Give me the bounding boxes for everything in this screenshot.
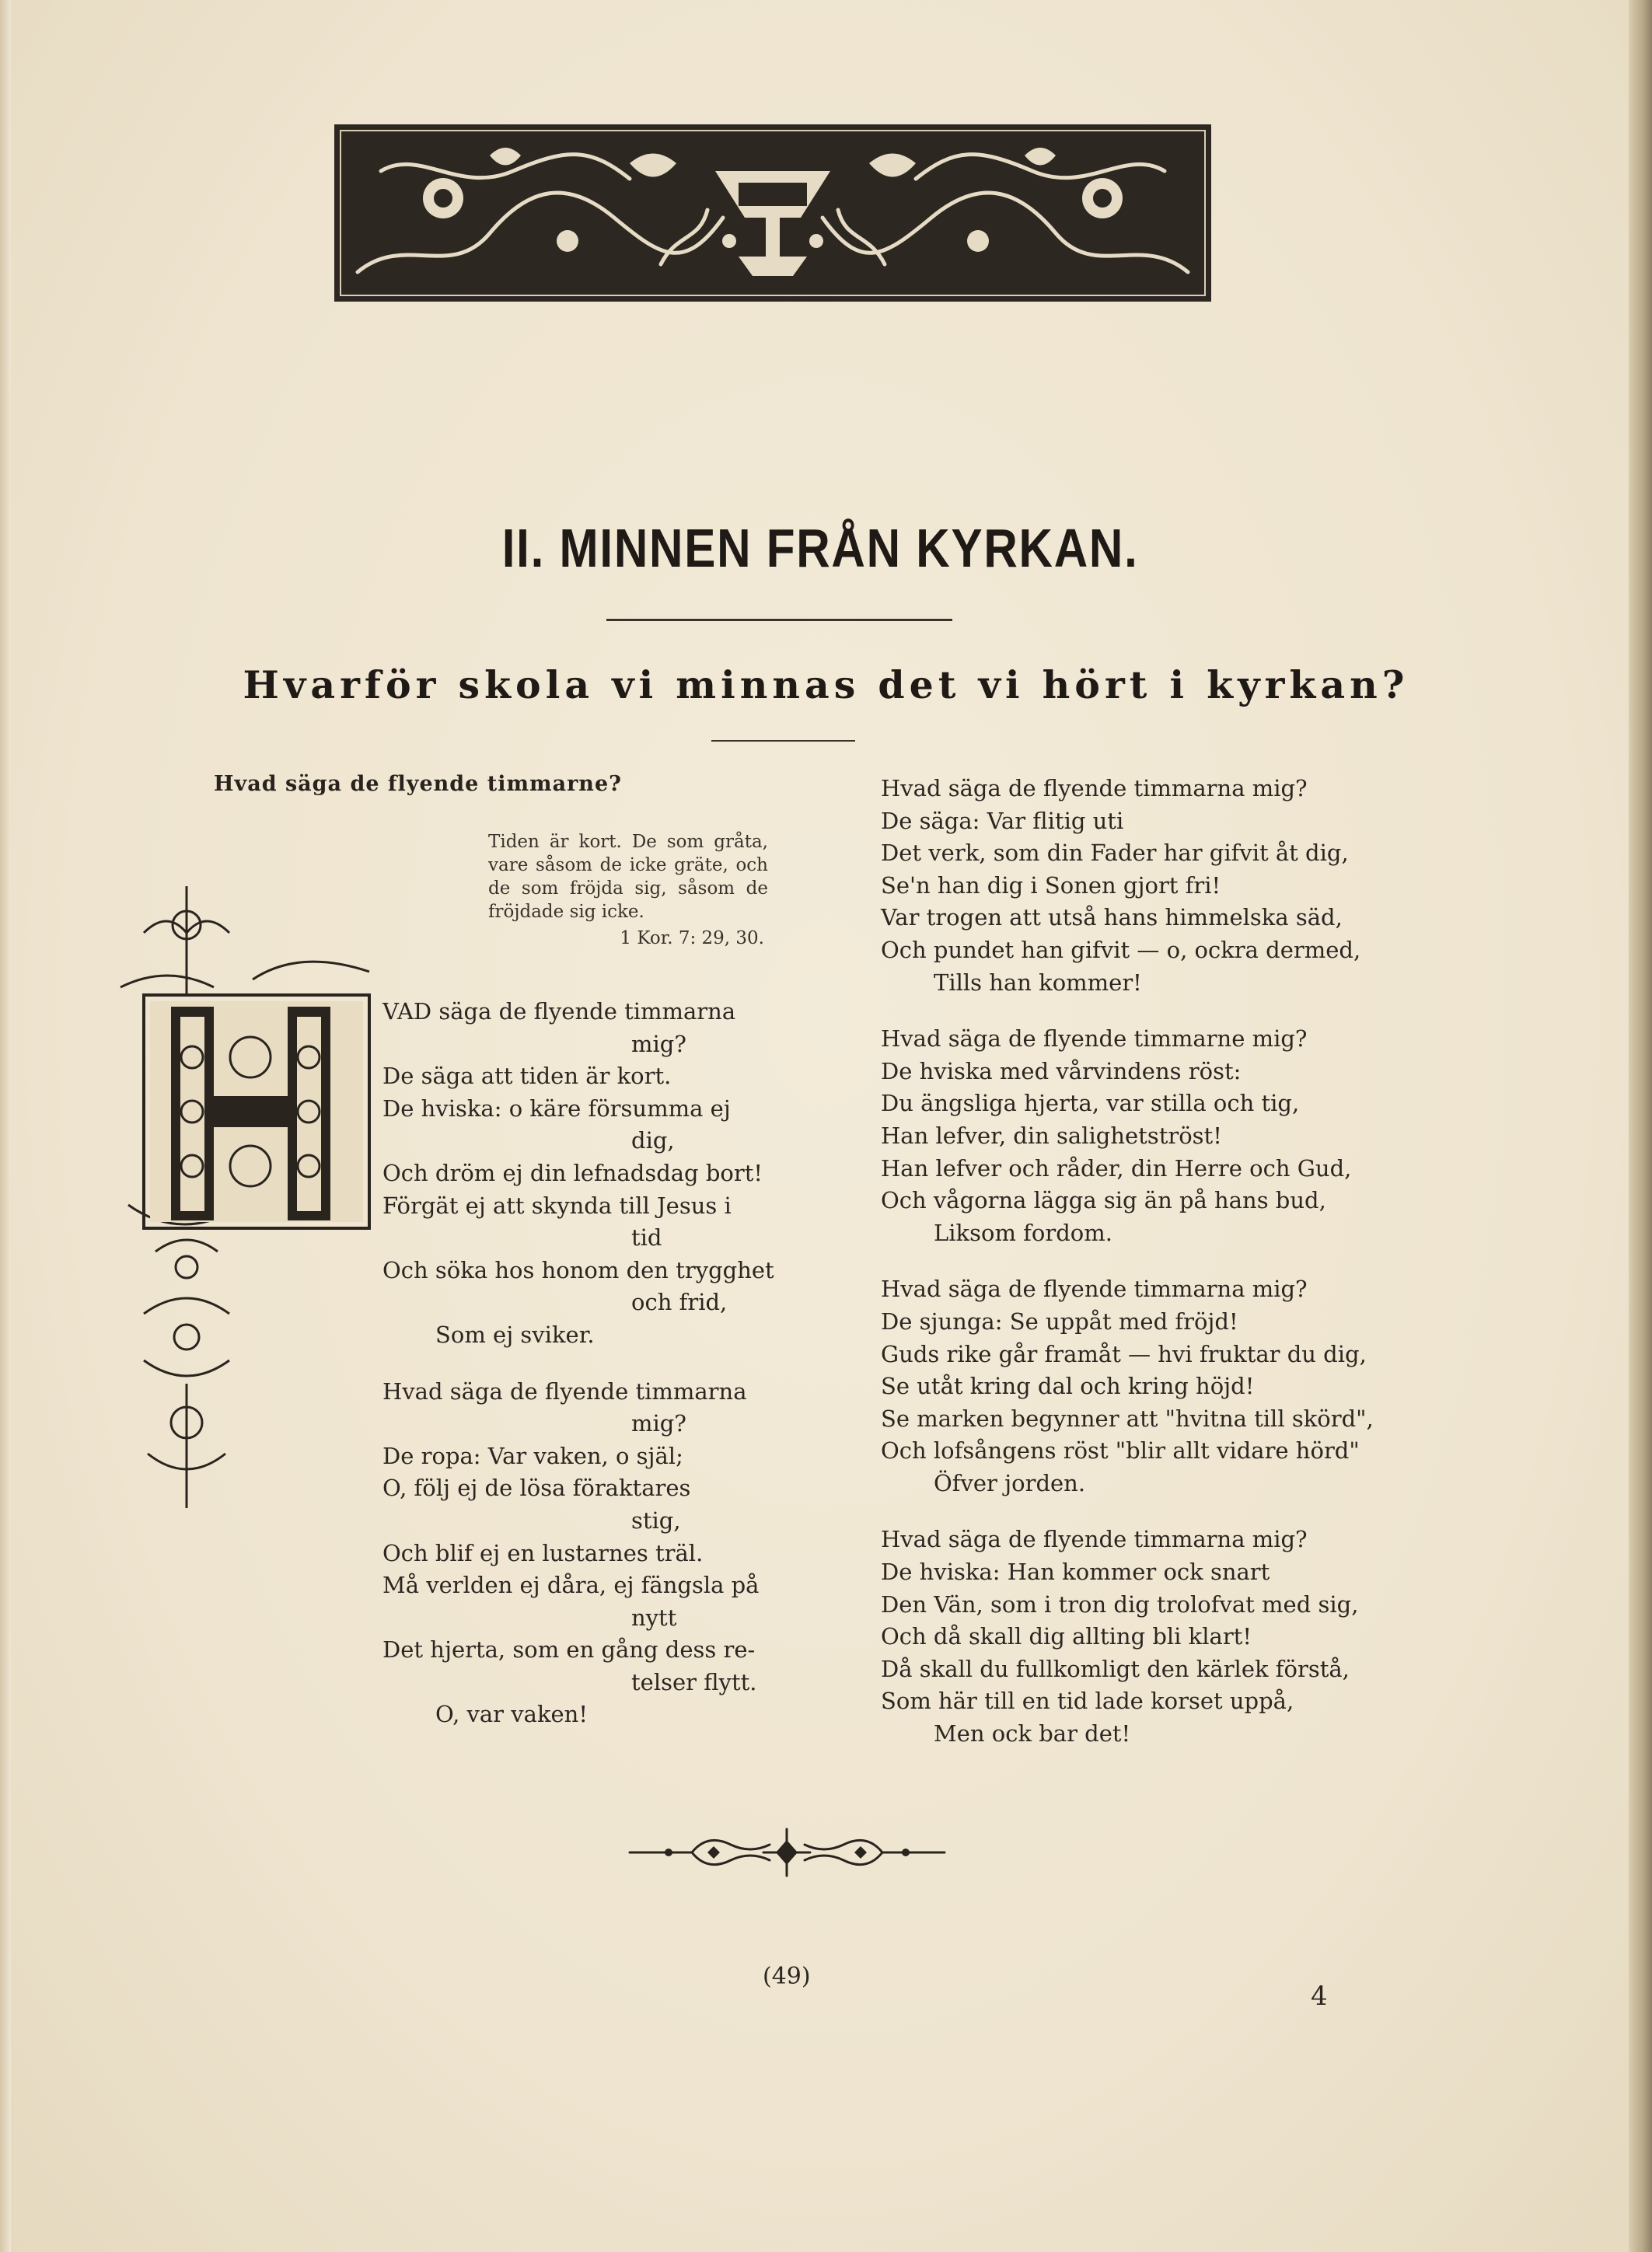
poem-line: Du ängsliga hjerta, var stilla och tig, bbox=[881, 1090, 1300, 1117]
poem-right-column bbox=[881, 773, 1417, 1751]
stanza-gap bbox=[881, 999, 1417, 1023]
decorated-initial-h-icon bbox=[113, 878, 404, 1508]
poem-line-continuation: stig, bbox=[631, 1507, 681, 1534]
poem-line: Och söka hos honom den trygghet bbox=[382, 1256, 774, 1283]
epigraph-reference: 1 Kor. 7: 29, 30. bbox=[620, 928, 764, 948]
poem-line: O, följ ej de lösa föraktares bbox=[382, 1475, 691, 1502]
epigraph bbox=[488, 830, 768, 950]
poem-line-continuation: tid bbox=[631, 1224, 662, 1252]
poem-line: Var trogen att utså hans himmelska säd, bbox=[881, 904, 1343, 931]
poem-line: De sjunga: Se uppåt med fröjd! bbox=[881, 1308, 1238, 1335]
poem-line: De säga: Var flitig uti bbox=[881, 807, 1124, 834]
epigraph-text: Tiden är kort. De som gråta, vare såsom de icke gräte, och de som fröjda sig, såsom de fröjdade sig icke. bbox=[488, 832, 768, 922]
poem-line: Tills han kommer! bbox=[934, 969, 1142, 996]
poem-line-continuation: dig, bbox=[631, 1127, 675, 1154]
poem-line: O, var vaken! bbox=[435, 1701, 589, 1728]
poem-line: Se utåt kring dal och kring höjd! bbox=[881, 1373, 1255, 1400]
left-subtitle: Hvad säga de flyende timmarne? bbox=[214, 772, 622, 796]
poem-line-continuation: mig? bbox=[631, 1410, 686, 1437]
poem-line-continuation: telser flytt. bbox=[631, 1668, 757, 1695]
poem-line: Och då skall dig allting bli klart! bbox=[881, 1623, 1252, 1650]
stanza-gap bbox=[382, 1352, 771, 1376]
poem-line: Hvad säga de flyende timmarna bbox=[382, 1377, 747, 1405]
poem-line: Guds rike går framåt — hvi fruktar du dig, bbox=[881, 1340, 1367, 1367]
poem-line: Se'n han dig i Sonen gjort fri! bbox=[881, 871, 1221, 899]
poem-line: Som här till en tid lade korset uppå, bbox=[881, 1688, 1294, 1715]
poem-line: Och lofsångens röst "blir allt vidare hörd" bbox=[881, 1437, 1360, 1465]
poem-line: De hviska: o käre försumma ej bbox=[382, 1095, 731, 1122]
poem-line: De säga att tiden är kort. bbox=[382, 1063, 672, 1090]
poem-line: Hvad säga de flyende timmarna mig? bbox=[881, 775, 1308, 801]
page-number: (49) bbox=[763, 1963, 811, 1990]
poem-line: Öfver jorden. bbox=[934, 1469, 1086, 1496]
poem-line: Se marken begynner att "hvitna till skörd", bbox=[881, 1405, 1374, 1432]
poem-line: Den Vän, som i tron dig trolofvat med sig, bbox=[881, 1590, 1359, 1618]
ornamental-header-banner bbox=[334, 124, 1211, 302]
section-title: Hvarför skola vi minnas det vi hört i kyrkan? bbox=[243, 662, 1409, 707]
poem-line: Förgät ej att skynda till Jesus i bbox=[382, 1192, 732, 1219]
fleuron-ornament-icon bbox=[622, 1823, 952, 1881]
poem-line: Som ej sviker. bbox=[435, 1321, 595, 1348]
poem-line: Och pundet han gifvit — o, ockra dermed, bbox=[881, 936, 1361, 963]
poem-line: Men ock bar det! bbox=[934, 1720, 1131, 1747]
signature-number: 4 bbox=[1311, 1981, 1328, 2012]
poem-line: De hviska med vårvindens röst: bbox=[881, 1057, 1242, 1084]
poem-line: De ropa: Var vaken, o själ; bbox=[382, 1442, 683, 1469]
poem-line: Det hjerta, som en gång dess re- bbox=[382, 1636, 756, 1664]
poem-line-continuation: nytt bbox=[631, 1604, 677, 1631]
poem-line: Han lefver och råder, din Herre och Gud, bbox=[881, 1154, 1352, 1182]
poem-line-continuation: och frid, bbox=[631, 1289, 728, 1316]
page-left-edge bbox=[0, 0, 11, 2252]
poem-line: Hvad säga de flyende timmarne mig? bbox=[881, 1025, 1308, 1053]
poem-line-continuation: mig? bbox=[631, 1030, 686, 1057]
poem-line: Hvad säga de flyende timmarna mig? bbox=[881, 1276, 1308, 1303]
book-spine-shadow bbox=[1629, 0, 1652, 2252]
poem-line: Liksom fordom. bbox=[934, 1219, 1112, 1246]
stanza-gap bbox=[881, 1500, 1417, 1524]
stanza-gap bbox=[881, 1249, 1417, 1273]
poem-line: Må verlden ej dåra, ej fängsla på bbox=[382, 1572, 760, 1599]
title-rule bbox=[606, 619, 952, 621]
poem-line: Han lefver, din salighetströst! bbox=[881, 1122, 1222, 1149]
poem-line: Då skall du fullkomligt den kärlek förstå, bbox=[881, 1655, 1350, 1682]
poem-line: Och blif ej en lustarnes träl. bbox=[382, 1539, 704, 1566]
poem-line: Och vågorna lägga sig än på hans bud, bbox=[881, 1187, 1326, 1214]
section-rule bbox=[711, 740, 855, 742]
poem-line: De hviska: Han kommer ock snart bbox=[881, 1559, 1270, 1586]
chapter-title: II. MINNEN FRÅN KYRKAN. bbox=[501, 518, 1139, 578]
poem-left-column bbox=[382, 996, 774, 1731]
poem-line: Det verk, som din Fader har gifvit åt dig, bbox=[881, 840, 1349, 867]
poem-line: VAD säga de flyende timmarna bbox=[382, 998, 736, 1025]
poem-line: Och dröm ej din lefnadsdag bort! bbox=[382, 1159, 763, 1186]
poem-line: Hvad säga de flyende timmarna mig? bbox=[881, 1526, 1308, 1553]
